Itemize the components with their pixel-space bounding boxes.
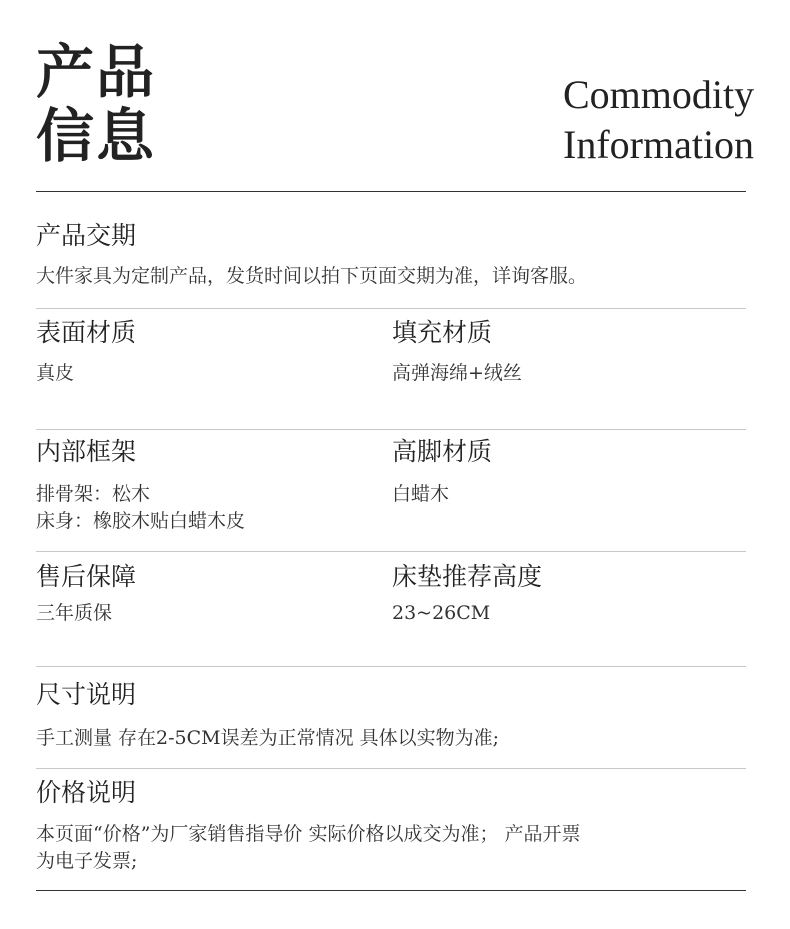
- price-note-value-line2: 为电子发票;: [36, 850, 138, 872]
- mattress-height-label: 床垫推荐高度: [392, 562, 543, 591]
- title-en-line2: Information: [563, 122, 755, 167]
- inner-frame-value-line1: 排骨架：松木: [36, 483, 151, 505]
- warranty-label: 售后保障: [36, 562, 137, 591]
- price-note-value-line1: 本页面“价格”为厂家销售指导价 实际价格以成交为准； 产品开票: [36, 823, 581, 845]
- page-title-chinese: [36, 40, 156, 168]
- section-divider: [36, 429, 746, 430]
- header-divider: [36, 191, 746, 192]
- inner-frame-value-line2: 床身：橡胶木贴白蜡木皮: [36, 510, 246, 532]
- title-cn-line1: 产品: [36, 38, 157, 106]
- delivery-label: 产品交期: [36, 221, 137, 250]
- leg-material-value: 白蜡木: [392, 483, 450, 505]
- inner-frame-label: 内部框架: [36, 437, 137, 466]
- section-divider: [36, 308, 746, 309]
- surface-material-label: 表面材质: [36, 318, 137, 347]
- title-cn-line2: 信息: [36, 102, 157, 170]
- size-note-label: 尺寸说明: [36, 680, 137, 709]
- mattress-height-value: 23~26CM: [392, 602, 491, 624]
- title-en-line1: Commodity: [563, 72, 755, 117]
- section-divider: [36, 666, 746, 667]
- leg-material-label: 高脚材质: [392, 437, 493, 466]
- filling-material-value: 高弹海绵+绒丝: [392, 362, 522, 384]
- footer-divider: [36, 890, 746, 891]
- filling-material-label: 填充材质: [392, 318, 493, 347]
- size-note-value: 手工测量 存在2-5CM误差为正常情况 具体以实物为准;: [36, 727, 500, 749]
- section-divider: [36, 551, 746, 552]
- surface-material-value: 真皮: [36, 362, 75, 384]
- section-divider: [36, 768, 746, 769]
- warranty-value: 三年质保: [36, 602, 113, 624]
- page-title-english: [563, 70, 754, 170]
- delivery-value: 大件家具为定制产品，发货时间以拍下页面交期为准，详询客服。: [36, 265, 588, 287]
- price-note-label: 价格说明: [36, 778, 137, 807]
